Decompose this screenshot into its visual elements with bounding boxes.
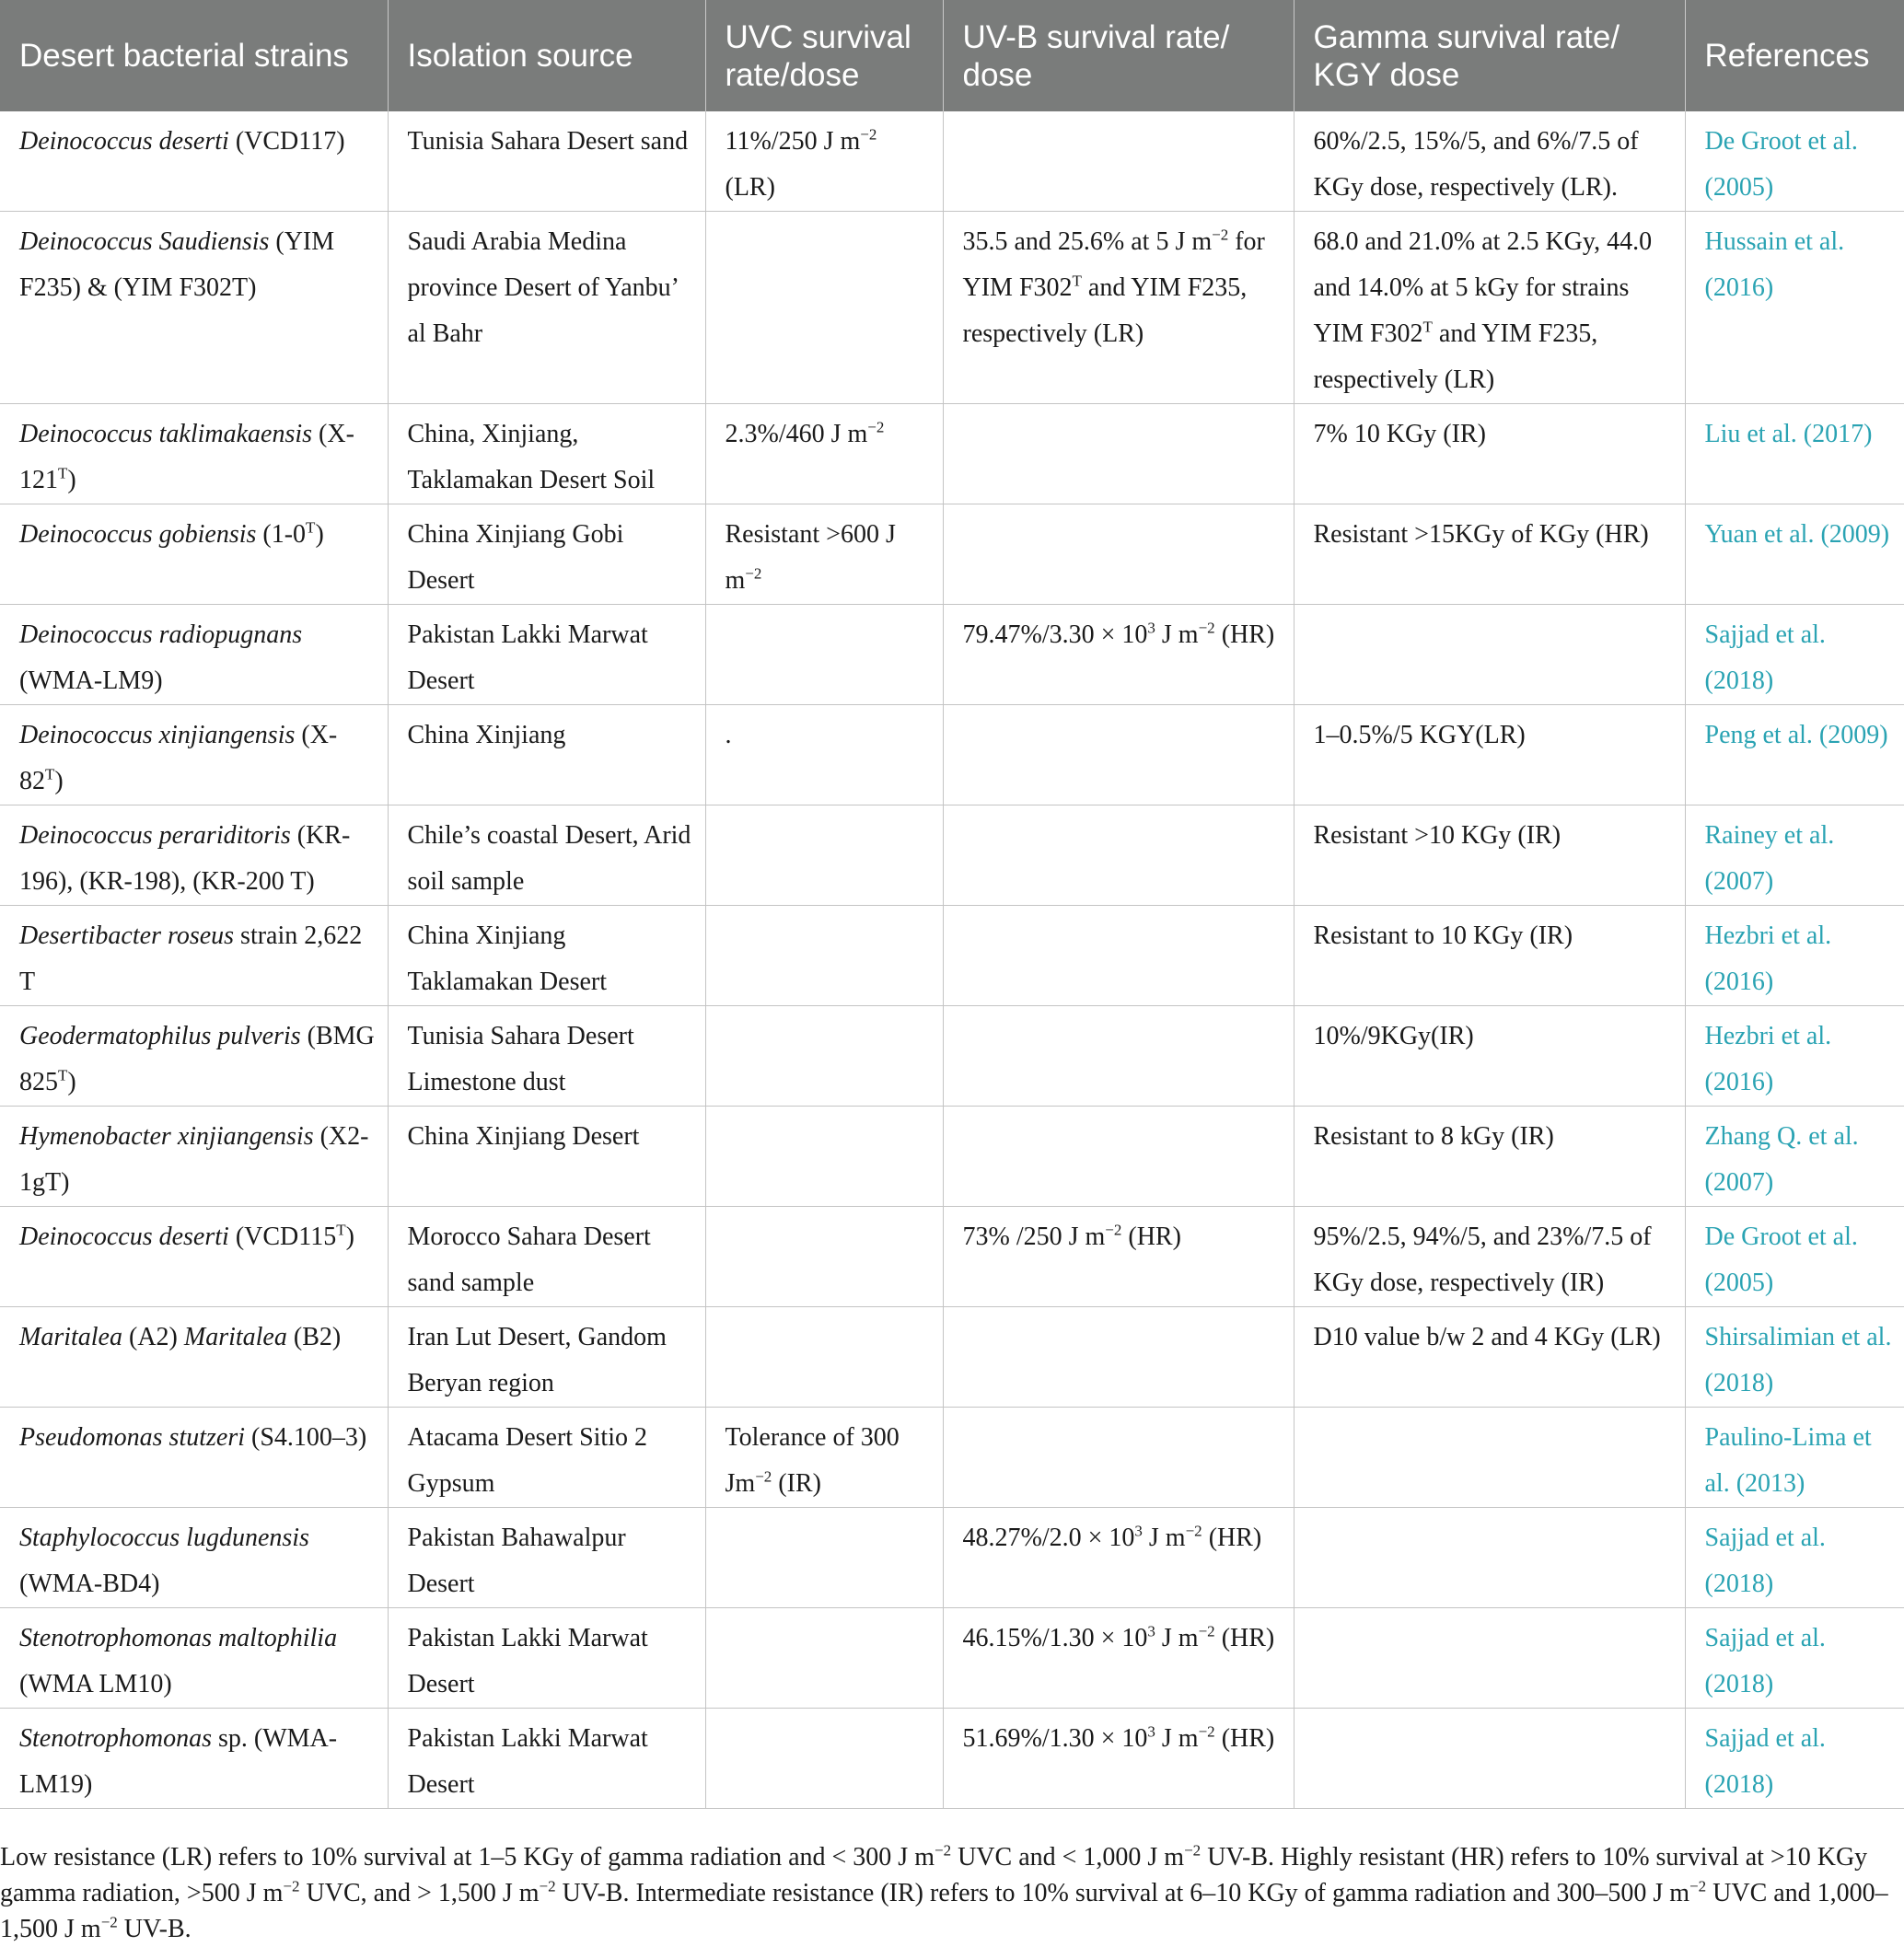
cell-uvc [705,111,943,212]
footnote-text: UVC, and > 1,500 J m [299,1879,540,1907]
cell-strain [0,805,388,906]
cell-uvc [705,404,943,504]
cell-text: (WMA-LM9) [19,666,163,695]
cell-gamma [1294,605,1685,705]
cell-isolation-source: China, Xinjiang, Taklamakan Desert Soil [388,404,705,504]
cell-text: (WMA LM10) [19,1670,172,1698]
cell-text: 35.5 and 25.6% at 5 J m [962,227,1213,256]
superscript: −2 [745,564,762,583]
cell-gamma [1294,504,1685,605]
cell-isolation-source: China Xinjiang Taklamakan Desert [388,906,705,1006]
cell-uvb [943,1508,1294,1608]
cell-text: ) [345,1223,354,1251]
cell-text: J m [1142,1524,1186,1552]
cell-text: Resistant >10 KGy (IR) [1313,821,1562,850]
strain-name: Pseudomonas stutzeri [19,1423,245,1452]
table-row [0,1207,1904,1307]
cell-text: (IR) [772,1469,821,1498]
cell-reference [1685,1709,1904,1809]
cell-uvb [943,212,1294,404]
cell-isolation-source: Tunisia Sahara Desert Limestone dust [388,1006,705,1107]
superscript: −2 [1198,1622,1215,1640]
cell-strain [0,1207,388,1307]
cell-text: (LR) [725,173,775,202]
cell-text: 51.69%/1.30 × 10 [962,1724,1148,1753]
header-strains: Desert bacterial strains [19,38,349,74]
reference-link[interactable]: Shirsalimian et al. (2018) [1704,1323,1892,1397]
cell-strain [0,1307,388,1408]
cell-text: J m [1155,1624,1199,1652]
superscript: 3 [1147,1722,1155,1741]
cell-text: (HR) [1202,1524,1262,1552]
superscript: T [58,1066,68,1084]
cell-uvc [705,605,943,705]
table-row [0,906,1904,1006]
table-row [0,1006,1904,1107]
cell-text: (A2) [122,1323,184,1351]
table-row [0,504,1904,605]
cell-gamma [1294,1608,1685,1709]
cell-text: 79.47%/3.30 × 10 [962,620,1148,649]
cell-text: (VCD115 [228,1223,337,1251]
table-row [0,1608,1904,1709]
cell-isolation-source: Pakistan Lakki Marwat Desert [388,1608,705,1709]
header-isolation-source: Isolation source [388,0,705,111]
cell-text: (X-121 [19,420,354,494]
reference-link[interactable]: De Groot et al. (2005) [1704,127,1858,202]
cell-strain [0,605,388,705]
cell-text: Tolerance of 300 Jm [725,1423,900,1498]
cell-reference [1685,906,1904,1006]
cell-text: . [725,721,732,749]
cell-reference [1685,1608,1904,1709]
table-footnote [0,1839,1897,1947]
cell-uvb [943,705,1294,805]
superscript: −2 [1198,1722,1215,1741]
cell-text: 60%/2.5, 15%/5, and 6%/7.5 of KGy dose, respectively (LR). [1313,127,1639,202]
cell-uvc [705,212,943,404]
cell-text: Resistant >600 J m [725,520,896,595]
cell-reference [1685,212,1904,404]
superscript: −2 [860,125,877,144]
cell-isolation-source: Atacama Desert Sitio 2 Gypsum [388,1408,705,1508]
cell-text: strain 2,622 T [19,921,363,996]
superscript: 3 [1147,1622,1155,1640]
cell-gamma [1294,404,1685,504]
cell-text: (X-82 [19,721,338,795]
cell-strain [0,1107,388,1207]
header-gamma: Gamma survival rate/ KGY dose [1294,0,1685,111]
cell-text: 1–0.5%/5 KGY(LR) [1313,721,1526,749]
cell-strain [0,504,388,605]
superscript: −2 [100,1913,118,1931]
cell-text: ) [54,767,64,795]
reference-link[interactable]: De Groot et al. (2005) [1704,1223,1858,1297]
reference-link[interactable]: Hussain et al. (2016) [1704,227,1845,302]
table-row [0,1508,1904,1608]
cell-reference [1685,805,1904,906]
cell-text: and YIM F235, respectively (LR) [1313,319,1598,394]
header-references: References [1685,0,1904,111]
cell-strain [0,1709,388,1809]
cell-uvb [943,1709,1294,1809]
superscript: −2 [1105,1221,1122,1239]
cell-gamma [1294,1107,1685,1207]
table-row [0,1307,1904,1408]
footnote-text: Low resistance (LR) refers to 10% survival at 1–5 KGy of gamma radiation and < 300 J m [0,1843,935,1872]
table-row [0,1408,1904,1508]
table-header-row [0,0,1904,111]
cell-gamma [1294,1408,1685,1508]
strain-name: Desertibacter roseus [19,921,235,950]
table-row [0,212,1904,404]
reference-link[interactable]: Liu et al. (2017) [1704,420,1873,448]
footnote-text: UVC and 1,000–1,500 J m [0,1879,1888,1943]
cell-gamma [1294,805,1685,906]
cell-text: 2.3%/460 J m [725,420,868,448]
cell-gamma [1294,906,1685,1006]
superscript: −2 [1184,1841,1202,1860]
cell-text: D10 value b/w 2 and 4 KGy (LR) [1313,1323,1661,1351]
cell-uvc [705,1709,943,1809]
cell-strain [0,1408,388,1508]
cell-text: (HR) [1214,1724,1275,1753]
strain-name: Deinococcus Saudiensis [19,227,270,256]
cell-text: (HR) [1214,1624,1275,1652]
table-row [0,1709,1904,1809]
strain-name: Deinococcus radiopugnans [19,620,303,649]
superscript: T [306,518,316,537]
table-row [0,1107,1904,1207]
reference-link[interactable]: Peng et al. (2009) [1704,721,1888,749]
cell-text: (WMA-BD4) [19,1570,160,1598]
cell-strain [0,705,388,805]
cell-uvc [705,1107,943,1207]
cell-text: (BMG 825 [19,1022,375,1096]
cell-text: (VCD117) [228,127,345,156]
cell-gamma [1294,1508,1685,1608]
cell-text: Resistant >15KGy of KGy (HR) [1313,520,1649,549]
cell-uvb [943,111,1294,212]
reference-link[interactable]: Sajjad et al. (2018) [1704,1524,1826,1598]
header-uvc: UVC survival rate/dose [705,0,943,111]
cell-text: ) [67,1068,76,1096]
cell-isolation-source: China Xinjiang [388,705,705,805]
cell-uvc [705,1408,943,1508]
superscript: T [336,1221,346,1239]
cell-uvb [943,504,1294,605]
cell-uvc [705,906,943,1006]
cell-uvc [705,1207,943,1307]
cell-text: 11%/250 J m [725,127,861,156]
strain-name: Geodermatophilus pulveris [19,1022,301,1050]
cell-isolation-source: China Xinjiang Desert [388,1107,705,1207]
cell-uvb [943,1608,1294,1709]
cell-gamma [1294,1006,1685,1107]
cell-isolation-source: Chile’s coastal Desert, Arid soil sample [388,805,705,906]
reference-link[interactable]: Rainey et al. (2007) [1704,821,1835,896]
cell-text: and YIM F235, respectively (LR) [962,273,1248,348]
strain-name: Deinococcus deserti [19,1223,229,1251]
cell-text: J m [1155,1724,1199,1753]
reference-link[interactable]: Yuan et al. (2009) [1704,520,1890,549]
table-row [0,404,1904,504]
cell-reference [1685,1207,1904,1307]
cell-isolation-source: Iran Lut Desert, Gandom Beryan region [388,1307,705,1408]
cell-text: Resistant to 10 KGy (IR) [1313,921,1573,950]
reference-link[interactable]: Sajjad et al. (2018) [1704,1724,1826,1799]
strain-name: Deinococcus taklimakaensis [19,420,313,448]
cell-gamma [1294,1709,1685,1809]
cell-text: (S4.100–3) [245,1423,367,1452]
strain-name: Deinococcus xinjiangensis [19,721,296,749]
strain-name: Maritalea [19,1323,122,1351]
cell-text: 48.27%/2.0 × 10 [962,1524,1135,1552]
cell-strain [0,111,388,212]
cell-text: ) [315,520,324,549]
superscript: 3 [1147,619,1155,637]
cell-isolation-source: Pakistan Bahawalpur Desert [388,1508,705,1608]
cell-isolation-source: China Xinjiang Gobi Desert [388,504,705,605]
cell-uvb [943,1207,1294,1307]
cell-uvb [943,1107,1294,1207]
reference-link[interactable]: Paulino-Lima et al. (2013) [1704,1423,1872,1498]
table-row [0,705,1904,805]
cell-gamma [1294,111,1685,212]
cell-strain [0,1006,388,1107]
cell-reference [1685,111,1904,212]
cell-text: 10%/9KGy(IR) [1313,1022,1474,1050]
cell-gamma [1294,212,1685,404]
superscript: −2 [283,1877,300,1895]
reference-link[interactable]: Sajjad et al. (2018) [1704,620,1826,695]
cell-text: (1-0 [256,520,307,549]
superscript: T [1072,272,1082,290]
strain-name: Stenotrophomonas maltophilia [19,1624,338,1652]
footnote-text: UV-B. Intermediate resistance (IR) refers to 10% survival at 6–10 KGy of gamma radiation and 300–500 J m [555,1879,1690,1907]
strain-name: Deinococcus gobiensis [19,520,257,549]
cell-text: 7% 10 KGy (IR) [1313,420,1486,448]
cell-uvb [943,805,1294,906]
cell-uvc [705,805,943,906]
cell-gamma [1294,705,1685,805]
reference-link[interactable]: Hezbri et al. (2016) [1704,921,1832,996]
cell-strain [0,906,388,1006]
cell-text: 73% /250 J m [962,1223,1106,1251]
cell-text: Resistant to 8 kGy (IR) [1313,1122,1554,1151]
reference-link[interactable]: Hezbri et al. (2016) [1704,1022,1832,1096]
cell-text: (YIM F235) & (YIM F302T) [19,227,335,302]
superscript: 3 [1134,1522,1143,1540]
footnote-text: UV-B. Highly resistant (HR) refers to 10% survival at >10 KGy gamma radiation, >500 J m [0,1843,1868,1907]
cell-reference [1685,1006,1904,1107]
cell-text: (HR) [1214,620,1275,649]
cell-uvb [943,1006,1294,1107]
cell-text: for YIM F302 [962,227,1265,302]
superscript: −2 [934,1841,952,1860]
strain-name: Maritalea [183,1323,287,1351]
cell-text: 68.0 and 21.0% at 2.5 KGy, 44.0 and 14.0% at 5 kGy for strains YIM F302 [1313,227,1653,348]
cell-gamma [1294,1307,1685,1408]
cell-uvb [943,605,1294,705]
cell-uvc [705,1307,943,1408]
footnote-text: UVC and < 1,000 J m [951,1843,1185,1872]
cell-uvb [943,1408,1294,1508]
cell-reference [1685,504,1904,605]
cell-strain [0,404,388,504]
table-row [0,605,1904,705]
cell-uvb [943,1307,1294,1408]
cell-reference [1685,1508,1904,1608]
cell-reference [1685,605,1904,705]
cell-isolation-source: Tunisia Sahara Desert sand [388,111,705,212]
cell-gamma [1294,1207,1685,1307]
strain-name: Deinococcus deserti [19,127,229,156]
cell-reference [1685,705,1904,805]
cell-isolation-source: Pakistan Lakki Marwat Desert [388,1709,705,1809]
cell-text: ) [67,466,76,494]
reference-link[interactable]: Zhang Q. et al. (2007) [1704,1122,1859,1197]
superscript: −2 [867,418,885,436]
cell-isolation-source: Morocco Sahara Desert sand sample [388,1207,705,1307]
cell-uvc [705,1006,943,1107]
superscript: −2 [539,1877,556,1895]
cell-reference [1685,1107,1904,1207]
cell-uvc [705,1608,943,1709]
cell-reference [1685,1307,1904,1408]
table-row [0,805,1904,906]
superscript: −2 [1198,619,1215,637]
footnote-text: UV-B. [117,1915,192,1943]
cell-strain [0,1508,388,1608]
superscript: −2 [1185,1522,1202,1540]
cell-uvc [705,1508,943,1608]
cell-text: (B2) [286,1323,342,1351]
strain-name: Deinococcus perariditoris [19,821,291,850]
cell-text: (KR-196), (KR-198), (KR-200 T) [19,821,351,896]
superscript: −2 [755,1467,772,1486]
cell-uvb [943,404,1294,504]
superscript: T [1422,318,1433,336]
superscript: −2 [1212,226,1229,244]
superscript: T [45,765,55,783]
header-uvb: UV-B survival rate/ dose [943,0,1294,111]
cell-uvc [705,504,943,605]
reference-link[interactable]: Sajjad et al. (2018) [1704,1624,1826,1698]
table-row [0,111,1904,212]
superscript: T [58,464,68,482]
cell-text: 46.15%/1.30 × 10 [962,1624,1148,1652]
cell-text: J m [1155,620,1199,649]
cell-reference [1685,1408,1904,1508]
cell-isolation-source: Pakistan Lakki Marwat Desert [388,605,705,705]
cell-uvc [705,705,943,805]
strain-name: Staphylococcus lugdunensis [19,1524,309,1552]
cell-text: 95%/2.5, 94%/5, and 23%/7.5 of KGy dose, respectively (IR) [1313,1223,1652,1297]
cell-uvb [943,906,1294,1006]
cell-strain [0,212,388,404]
cell-isolation-source: Saudi Arabia Medina province Desert of Yanbu’ al Bahr [388,212,705,404]
cell-text: sp. (WMA-LM19) [19,1724,338,1799]
strain-name: Hymenobacter xinjiangensis [19,1122,314,1151]
cell-text: (X2-1gT) [19,1122,369,1197]
cell-text: (HR) [1121,1223,1181,1251]
cell-reference [1685,404,1904,504]
cell-strain [0,1608,388,1709]
strain-name: Stenotrophomonas [19,1724,212,1753]
superscript: −2 [1689,1877,1707,1895]
